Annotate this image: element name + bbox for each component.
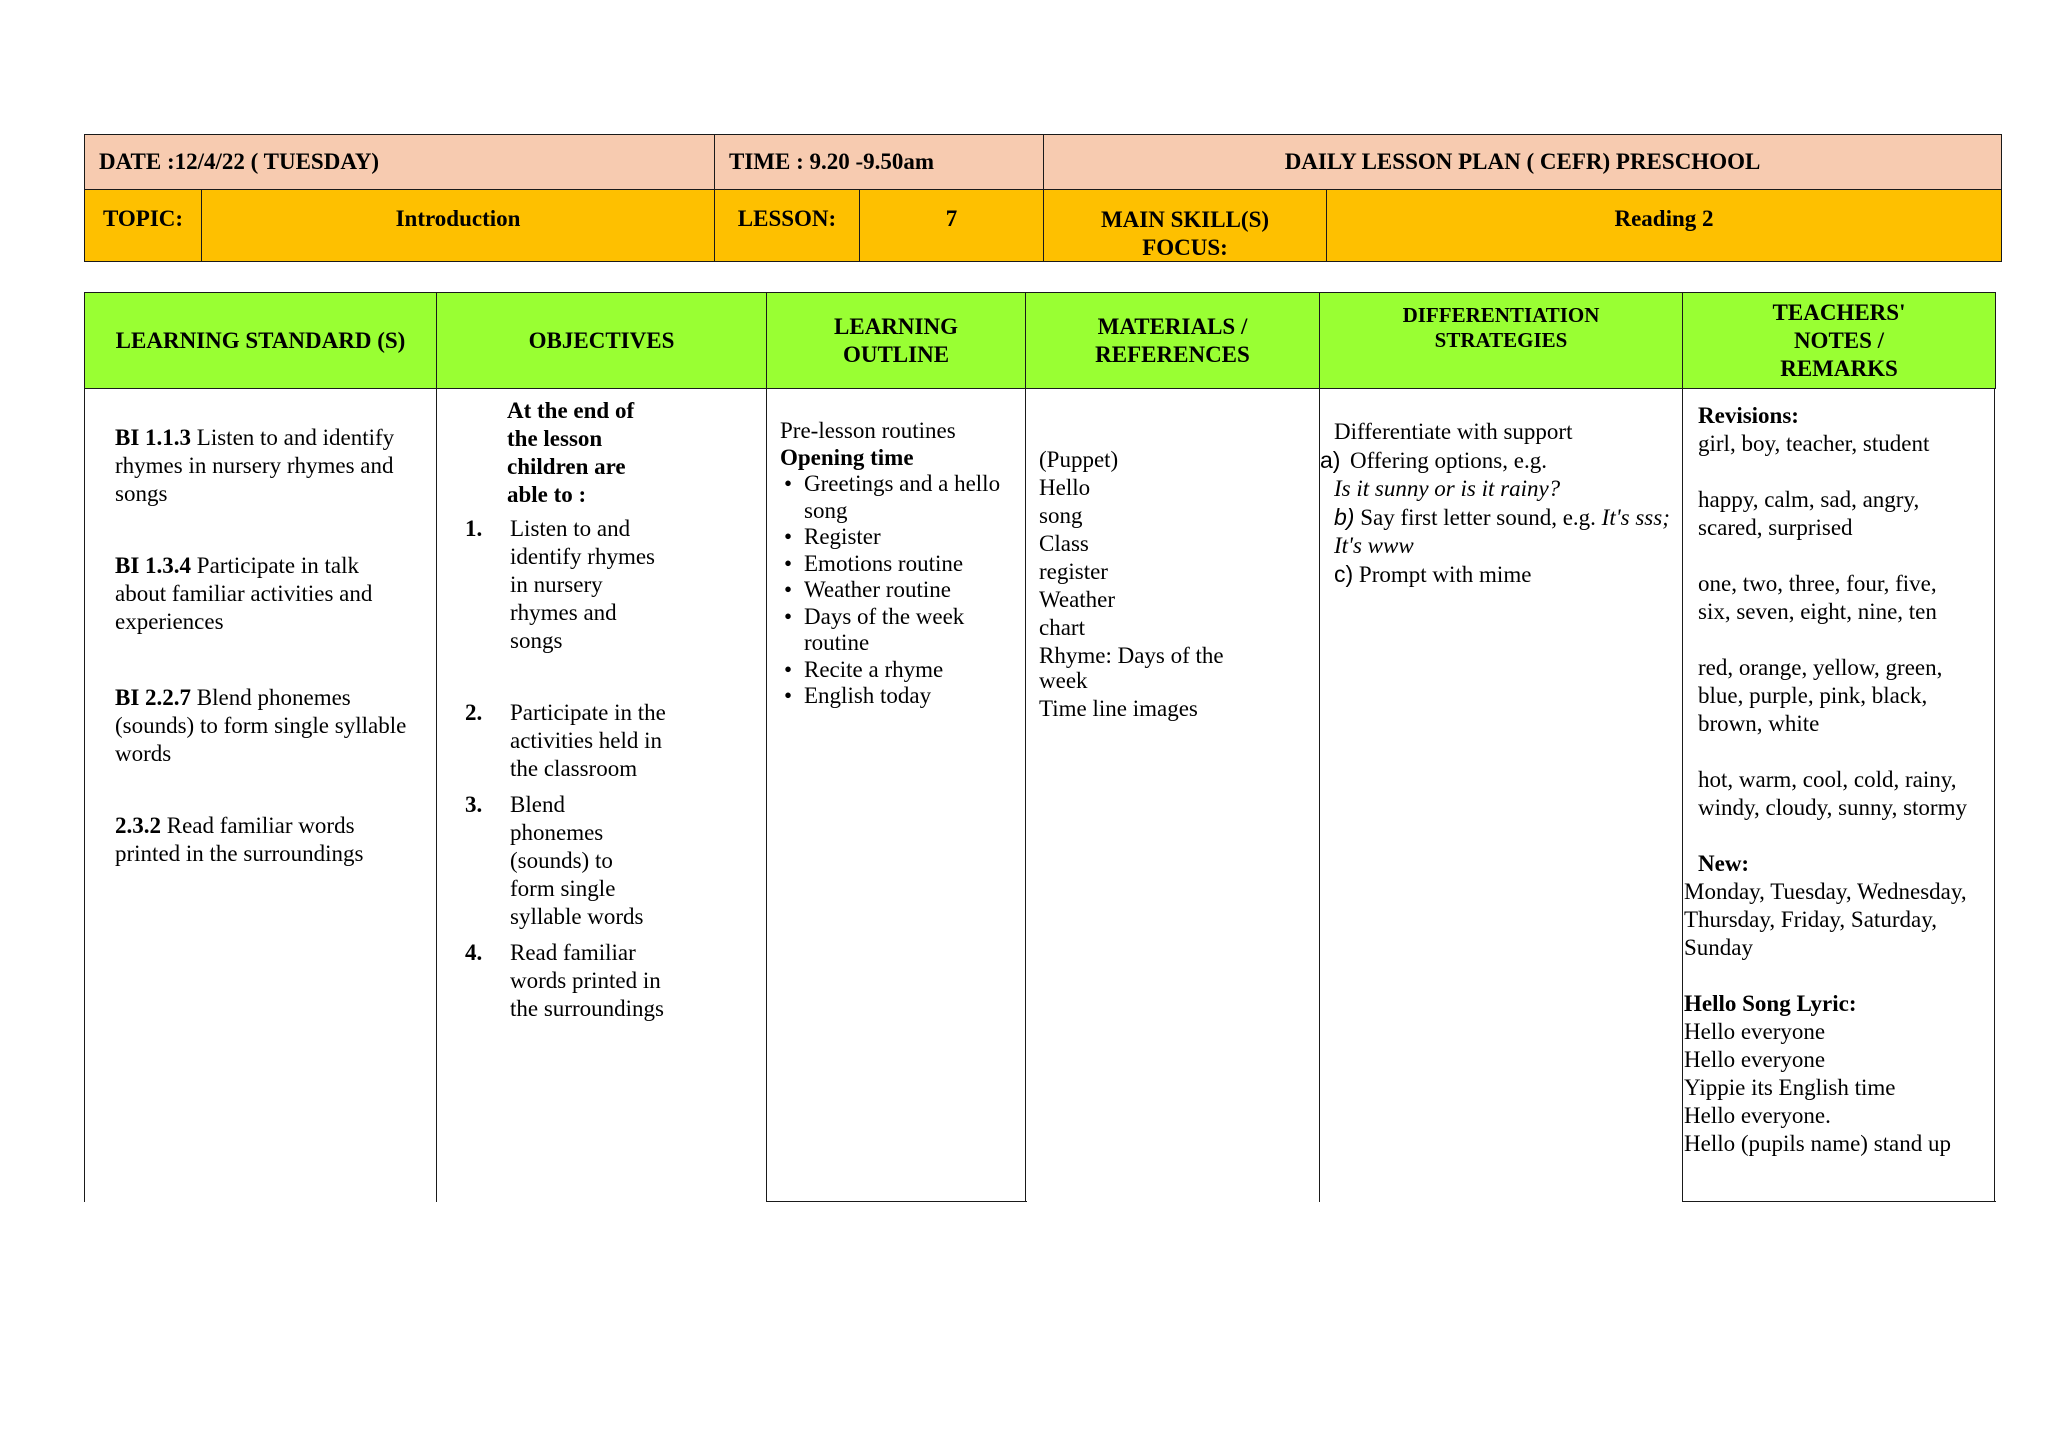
option-text: Say first letter sound, e.g.: [1354, 505, 1602, 530]
teachers-notes-cell: [1684, 402, 1996, 1158]
option-text: Prompt with mime: [1353, 562, 1532, 587]
lesson-plan-title: DAILY LESSON PLAN ( CEFR) PRESCHOOL: [1284, 149, 1761, 174]
opening-time: Opening time: [780, 444, 914, 470]
standard-text: Read familiar words printed in the surroundings: [115, 813, 364, 866]
objective-number: 1.: [465, 516, 483, 541]
lesson-label-cell: [714, 189, 860, 262]
lyric-line: Hello everyone.: [1684, 1103, 1831, 1128]
material-line: song: [1039, 503, 1083, 528]
outline-item: • Recite a rhyme: [780, 657, 1020, 684]
option-example: It's sss; It's www: [1334, 505, 1670, 558]
material-line: Time line images: [1039, 696, 1198, 721]
standard-code: BI 1.3.4: [115, 553, 192, 578]
outline-item: • Greetings and a hello song: [780, 471, 1020, 524]
objective-item: [465, 699, 680, 783]
objective-text: Listen to and identify rhymes in nursery rhymes and songs: [510, 516, 655, 653]
column-header-text: TEACHERS' NOTES / REMARKS: [1772, 299, 1906, 381]
date-text: DATE :12/4/22 ( TUESDAY): [99, 149, 380, 174]
learning-standards-cell: [115, 424, 415, 868]
lesson-value-cell: [859, 189, 1044, 262]
objective-text: Read familiar words printed in the surroundings: [510, 940, 664, 1021]
outline-item: • Weather routine: [780, 577, 1020, 604]
option-a: [1320, 446, 1674, 475]
material-line: (Puppet): [1039, 447, 1119, 472]
grid-line: [766, 389, 767, 1202]
topic-value-cell: [201, 189, 715, 262]
material-line: chart: [1039, 615, 1085, 640]
main-skill-label: MAIN SKILL(S) FOCUS:: [1100, 207, 1270, 260]
lesson-value: 7: [945, 206, 958, 231]
main-skill-value: Reading 2: [1614, 206, 1714, 231]
option-text: Offering options, e.g.: [1350, 448, 1547, 473]
column-header-differentiation: [1319, 292, 1683, 389]
skill-label-cell: [1043, 189, 1327, 262]
revision-line: happy, calm, sad, angry, scared, surprised: [1698, 487, 1920, 540]
time-cell: [714, 134, 1044, 190]
material-line: register: [1039, 559, 1108, 584]
objective-item: [465, 791, 660, 931]
revision-line: hot, warm, cool, cold, rainy, windy, cloudy, sunny, stormy: [1698, 767, 1967, 820]
column-header-text: LEARNING STANDARD (S): [115, 327, 406, 353]
material-line: Class: [1039, 531, 1089, 556]
objective-text: Blend phonemes (sounds) to form single syllable words: [510, 792, 644, 929]
standard-code: BI 2.2.7: [115, 685, 192, 710]
learning-outline-cell: [780, 418, 1020, 710]
grid-line: [436, 389, 437, 1202]
lesson-label: LESSON:: [737, 206, 837, 231]
outline-item: • Emotions routine: [780, 551, 1020, 578]
material-line: Rhyme: Days of the: [1039, 643, 1224, 668]
lyric-line: Hello everyone: [1684, 1047, 1826, 1072]
standard-code: 2.3.2: [115, 813, 161, 838]
materials-cell: [1039, 446, 1309, 723]
outline-list: [780, 471, 1020, 710]
lyric-line: Hello everyone: [1684, 1019, 1826, 1044]
objectives-cell: [465, 397, 755, 1023]
lesson-plan-table: [84, 292, 1996, 1202]
grid-line: [1319, 389, 1320, 1202]
outline-item: • English today: [780, 683, 1020, 710]
option-label: b): [1334, 504, 1355, 530]
column-header-objectives: [436, 292, 767, 389]
objective-number: 2.: [465, 700, 483, 725]
grid-line: [1025, 389, 1026, 1202]
lyric-line: Hello (pupils name) stand up: [1684, 1131, 1952, 1156]
learning-standard-item: [115, 552, 415, 636]
option-c: [1334, 560, 1674, 589]
differentiation-cell: [1320, 418, 1674, 589]
column-header-text: LEARNING OUTLINE: [834, 313, 958, 367]
option-b: [1334, 503, 1674, 560]
objectives-list: [465, 515, 755, 1023]
grid-line: [1682, 1201, 1996, 1202]
column-header-teachers-notes: [1682, 292, 1996, 389]
option-label: a): [1320, 447, 1341, 473]
standard-text: Participate in talk about familiar activities and experiences: [115, 553, 373, 634]
objectives-intro: At the end of the lesson children are able to :: [507, 398, 635, 507]
revision-line: one, two, three, four, five, six, seven, eight, nine, ten: [1698, 571, 1937, 624]
material-line: week: [1039, 668, 1088, 693]
learning-standard-item: [115, 684, 415, 768]
lyric-label: Hello Song Lyric:: [1684, 991, 1857, 1016]
time-text: TIME : 9.20 -9.50am: [729, 149, 935, 174]
learning-standard-item: [115, 812, 415, 868]
topic-label: TOPIC:: [102, 206, 184, 231]
learning-standard-item: [115, 424, 415, 508]
topic-value: Introduction: [395, 206, 521, 231]
title-cell: [1043, 134, 2002, 190]
objective-number: 3.: [465, 792, 483, 817]
column-header-text: OBJECTIVES: [528, 327, 675, 353]
grid-line: [766, 1201, 1027, 1202]
pre-lesson-routines: Pre-lesson routines: [780, 418, 956, 443]
skill-value-cell: [1326, 189, 2002, 262]
grid-line: [1682, 389, 1683, 1202]
date-cell: [84, 134, 715, 190]
new-words: Monday, Tuesday, Wednesday, Thursday, Friday, Saturday, Sunday: [1684, 879, 1967, 960]
revision-line: girl, boy, teacher, student: [1698, 431, 1930, 456]
standard-text: Blend phonemes (sounds) to form single syllable words: [115, 685, 407, 766]
differentiation-title: Differentiate with support: [1334, 419, 1573, 444]
material-line: Hello: [1039, 475, 1091, 500]
revisions-label: Revisions:: [1698, 403, 1799, 428]
objective-text: Participate in the activities held in the classroom: [510, 700, 666, 781]
outline-item: • Days of the week routine: [780, 604, 1020, 657]
column-header-materials: [1025, 292, 1320, 389]
outline-item: • Register: [780, 524, 1020, 551]
lyric-line: Yippie its English time: [1684, 1075, 1896, 1100]
option-a-example: Is it sunny or is it rainy?: [1334, 476, 1561, 501]
lesson-header: [84, 134, 2002, 262]
objective-item: [465, 939, 670, 1023]
revision-line: red, orange, yellow, green, blue, purple, pink, black, brown, white: [1698, 655, 1943, 736]
column-header-text: DIFFERENTIATION STRATEGIES: [1402, 303, 1600, 352]
standard-text: Listen to and identify rhymes in nursery rhymes and songs: [115, 425, 395, 506]
option-label: c): [1334, 561, 1354, 587]
objective-item: [465, 515, 660, 655]
grid-line: [84, 389, 85, 1202]
new-label: New:: [1698, 851, 1750, 876]
standard-code: BI 1.1.3: [115, 425, 192, 450]
material-line: Weather: [1039, 587, 1116, 612]
column-header-learning-outline: [766, 292, 1026, 389]
topic-label-cell: [84, 189, 202, 262]
column-header-learning-standard: [84, 292, 437, 389]
column-header-text: MATERIALS / REFERENCES: [1095, 313, 1250, 367]
objective-number: 4.: [465, 940, 483, 965]
